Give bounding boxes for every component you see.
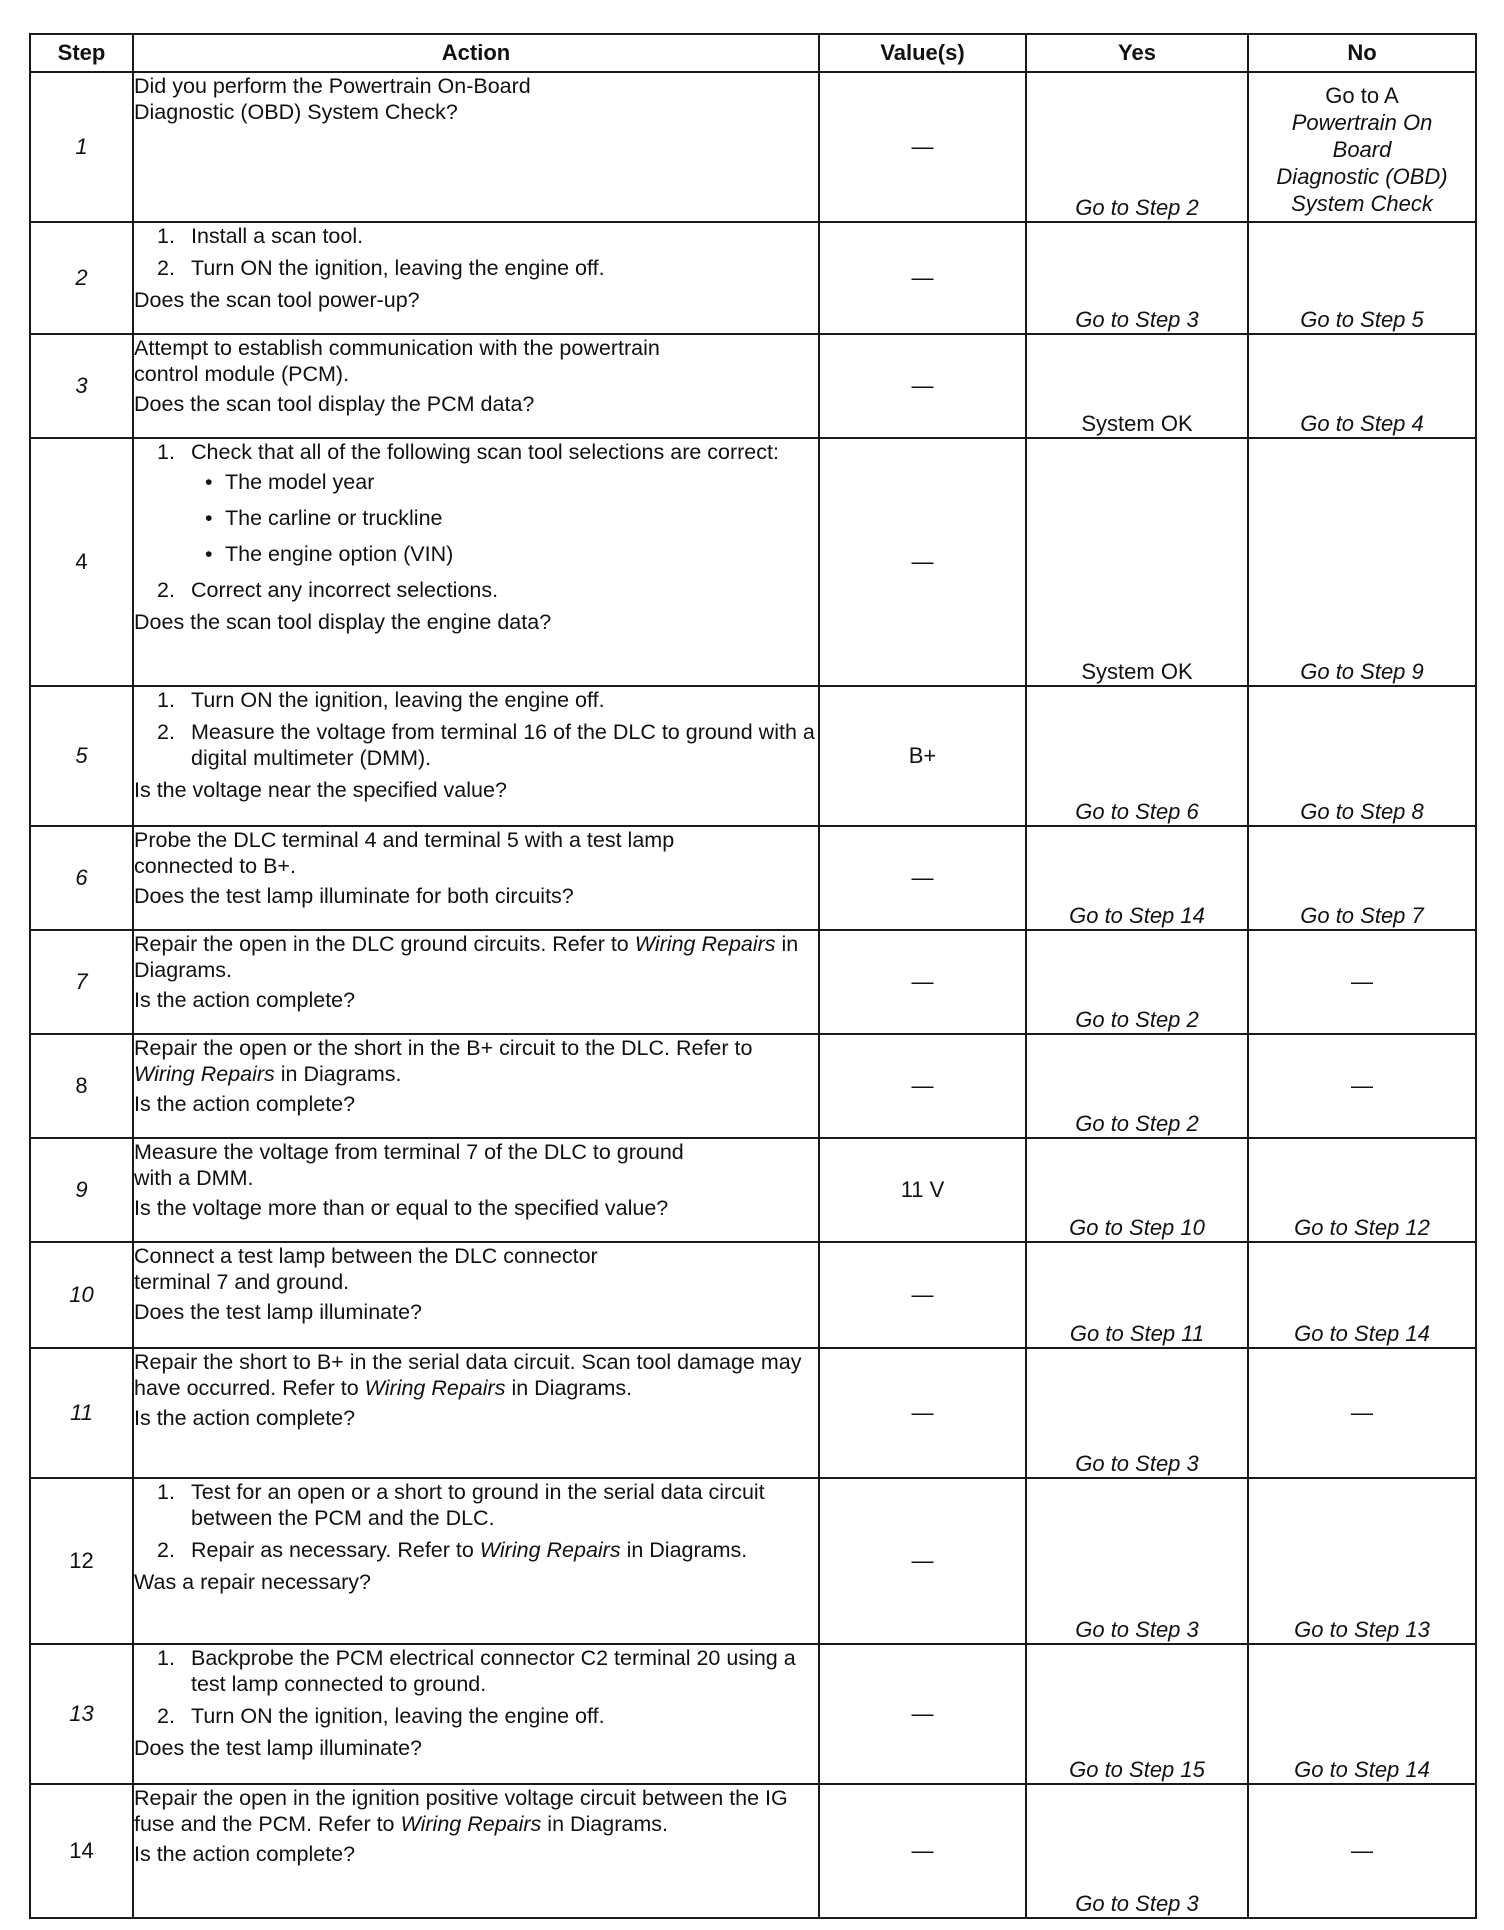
no-cell	[1248, 72, 1476, 222]
step-number: 11	[30, 1348, 133, 1478]
action-text: in Diagrams.	[547, 1812, 668, 1836]
step-number: 4	[30, 438, 133, 686]
action-cell	[133, 1138, 819, 1242]
action-cell	[133, 1478, 819, 1644]
action-cell	[133, 438, 819, 686]
value-cell: B+	[819, 686, 1026, 826]
action-text: in Diagrams.	[134, 932, 799, 982]
reference-link: Wiring Repairs	[400, 1812, 542, 1836]
action-list	[134, 687, 818, 771]
action-text: Repair the open in the ignition positive voltage circuit between the IG fuse and the PCM. Refer to	[134, 1786, 788, 1836]
bullet-item: • The model year	[191, 469, 818, 495]
step-number: 12	[30, 1478, 133, 1644]
action-text: Repair the open in the DLC ground circuits. Refer to	[134, 932, 629, 956]
step-number: 14	[30, 1784, 133, 1918]
bullet-list	[191, 469, 818, 567]
action-line: Measure the voltage from terminal 7 of the DLC to ground	[134, 1140, 684, 1164]
list-item	[134, 1645, 818, 1697]
item-text: Check that all of the following scan tool selections are correct:	[191, 440, 779, 464]
yes-cell: Go to Step 2	[1026, 1034, 1248, 1138]
step-number: 5	[30, 686, 133, 826]
no-cell: —	[1248, 1784, 1476, 1918]
no-line	[1249, 82, 1475, 109]
table-row	[30, 334, 1476, 438]
list-item	[134, 223, 818, 249]
no-cell: Go to Step 7	[1248, 826, 1476, 930]
action-line: Attempt to establish communication with the powertrain	[134, 336, 660, 360]
value-cell: —	[819, 1784, 1026, 1918]
action-line	[134, 1349, 818, 1401]
list-item	[134, 577, 818, 603]
action-question: Does the scan tool display the engine data?	[134, 610, 552, 634]
action-cell	[133, 222, 819, 334]
action-line: terminal 7 and ground.	[134, 1270, 350, 1294]
action-line: Diagnostic (OBD) System Check?	[134, 100, 458, 124]
no-header: No	[1248, 34, 1476, 72]
action-cell	[133, 1348, 819, 1478]
table-row	[30, 1348, 1476, 1478]
action-line: control module (PCM).	[134, 362, 350, 386]
no-line: Diagnostic (OBD)	[1276, 164, 1448, 189]
action-list	[134, 223, 818, 281]
reference-link: Wiring Repairs	[634, 932, 776, 956]
step-number: 13	[30, 1644, 133, 1784]
table-row	[30, 826, 1476, 930]
action-list	[134, 439, 818, 603]
yes-cell: System OK	[1026, 438, 1248, 686]
step-header: Step	[30, 34, 133, 72]
values-header: Value(s)	[819, 34, 1026, 72]
item-text: Repair as necessary. Refer to	[191, 1538, 474, 1562]
yes-cell: Go to Step 14	[1026, 826, 1248, 930]
item-text: Turn ON the ignition, leaving the engine off.	[191, 1704, 605, 1728]
no-cell: —	[1248, 1348, 1476, 1478]
action-question: Does the scan tool display the PCM data?	[134, 392, 535, 416]
list-item	[134, 439, 818, 567]
item-number: 1.	[157, 1646, 175, 1670]
step-number: 10	[30, 1242, 133, 1348]
yes-cell: Go to Step 15	[1026, 1644, 1248, 1784]
action-cell	[133, 1644, 819, 1784]
value-cell: —	[819, 222, 1026, 334]
item-text: Measure the voltage from terminal 16 of the DLC to ground with a digital multimeter (DMM).	[191, 720, 815, 770]
list-item	[134, 255, 818, 281]
value-cell: —	[819, 1644, 1026, 1784]
item-number: 2.	[157, 720, 175, 744]
yes-cell: Go to Step 3	[1026, 1784, 1248, 1918]
no-cell: Go to Step 13	[1248, 1478, 1476, 1644]
value-cell: —	[819, 1034, 1026, 1138]
action-cell	[133, 334, 819, 438]
action-question: Does the test lamp illuminate?	[134, 1300, 423, 1324]
action-text: in Diagrams.	[511, 1376, 633, 1400]
item-text: in Diagrams.	[626, 1538, 748, 1562]
action-question: Is the action complete?	[134, 988, 356, 1012]
table-row	[30, 1034, 1476, 1138]
item-text: Install a scan tool.	[191, 224, 364, 248]
no-cell: —	[1248, 930, 1476, 1034]
step-number: 1	[30, 72, 133, 222]
item-number: 1.	[157, 440, 175, 464]
action-question: Is the voltage more than or equal to the specified value?	[134, 1196, 669, 1220]
action-cell	[133, 72, 819, 222]
action-text: Repair the short to B+ in the serial data circuit. Scan tool damage may have occurred. Refer to	[134, 1350, 802, 1400]
value-cell: 11 V	[819, 1138, 1026, 1242]
table-row	[30, 1644, 1476, 1784]
action-line	[134, 931, 818, 983]
no-cell: Go to Step 5	[1248, 222, 1476, 334]
action-line	[134, 1785, 818, 1837]
action-cell	[133, 1784, 819, 1918]
no-line: Board	[1332, 137, 1392, 162]
table-row	[30, 438, 1476, 686]
action-list	[134, 1479, 818, 1563]
list-item	[134, 1703, 818, 1729]
action-question: Does the scan tool power-up?	[134, 288, 420, 312]
item-number: 2.	[157, 578, 175, 602]
bullet-item: • The engine option (VIN)	[191, 541, 818, 567]
table-row	[30, 1242, 1476, 1348]
value-cell: —	[819, 826, 1026, 930]
yes-cell: Go to Step 6	[1026, 686, 1248, 826]
action-list	[134, 1645, 818, 1729]
action-question: Does the test lamp illuminate for both circuits?	[134, 884, 574, 908]
table-row	[30, 1784, 1476, 1918]
yes-cell: Go to Step 3	[1026, 222, 1248, 334]
action-cell	[133, 930, 819, 1034]
action-cell	[133, 826, 819, 930]
action-line: connected to B+.	[134, 854, 296, 878]
item-text: Turn ON the ignition, leaving the engine off.	[191, 256, 605, 280]
diagnostic-table	[29, 33, 1477, 1919]
action-question: Is the voltage near the specified value?	[134, 778, 507, 802]
yes-cell: Go to Step 3	[1026, 1478, 1248, 1644]
action-cell	[133, 1242, 819, 1348]
no-line: System Check	[1291, 191, 1433, 216]
step-number: 8	[30, 1034, 133, 1138]
table-row	[30, 930, 1476, 1034]
no-cell: —	[1248, 1034, 1476, 1138]
no-cell: Go to Step 8	[1248, 686, 1476, 826]
value-cell: —	[819, 334, 1026, 438]
no-cell: Go to Step 14	[1248, 1644, 1476, 1784]
table-row	[30, 686, 1476, 826]
no-cell: Go to Step 4	[1248, 334, 1476, 438]
action-line: Probe the DLC terminal 4 and terminal 5 with a test lamp	[134, 828, 675, 852]
action-cell	[133, 686, 819, 826]
yes-cell: Go to Step 2	[1026, 72, 1248, 222]
action-line: Connect a test lamp between the DLC connector	[134, 1244, 598, 1268]
table-row	[30, 1478, 1476, 1644]
yes-cell: Go to Step 3	[1026, 1348, 1248, 1478]
list-item	[134, 687, 818, 713]
reference-link: Wiring Repairs	[479, 1538, 621, 1562]
list-item	[134, 1537, 818, 1563]
item-number: 1.	[157, 688, 175, 712]
header-row	[30, 34, 1476, 72]
action-line	[134, 1035, 818, 1087]
step-number: 2	[30, 222, 133, 334]
reference-link: Wiring Repairs	[134, 1062, 275, 1086]
value-cell: —	[819, 1242, 1026, 1348]
value-cell: —	[819, 438, 1026, 686]
item-number: 2.	[157, 1538, 175, 1562]
step-number: 9	[30, 1138, 133, 1242]
action-line: with a DMM.	[134, 1166, 254, 1190]
yes-cell: Go to Step 10	[1026, 1138, 1248, 1242]
no-line: Powertrain On	[1291, 110, 1433, 135]
item-number: 2.	[157, 256, 175, 280]
action-line: Did you perform the Powertrain On-Board	[134, 74, 531, 98]
list-item	[134, 719, 818, 771]
action-text: in Diagrams.	[280, 1062, 402, 1086]
table-row	[30, 1138, 1476, 1242]
action-question: Is the action complete?	[134, 1092, 356, 1116]
yes-cell: System OK	[1026, 334, 1248, 438]
item-number: 1.	[157, 1480, 175, 1504]
value-cell: —	[819, 72, 1026, 222]
no-cell: Go to Step 9	[1248, 438, 1476, 686]
value-cell: —	[819, 930, 1026, 1034]
yes-cell: Go to Step 2	[1026, 930, 1248, 1034]
item-number: 2.	[157, 1704, 175, 1728]
no-go-to: Go to A	[1325, 83, 1399, 108]
action-header: Action	[133, 34, 819, 72]
no-cell: Go to Step 12	[1248, 1138, 1476, 1242]
no-cell: Go to Step 14	[1248, 1242, 1476, 1348]
yes-cell: Go to Step 11	[1026, 1242, 1248, 1348]
action-cell	[133, 1034, 819, 1138]
step-number: 7	[30, 930, 133, 1034]
value-cell: —	[819, 1348, 1026, 1478]
bullet-item: • The carline or truckline	[191, 505, 818, 531]
action-question: Is the action complete?	[134, 1406, 356, 1430]
item-text: Test for an open or a short to ground in the serial data circuit between the PCM and the DLC.	[191, 1480, 765, 1530]
reference-link: Wiring Repairs	[364, 1376, 506, 1400]
item-text: Correct any incorrect selections.	[191, 578, 499, 602]
step-number: 3	[30, 334, 133, 438]
item-number: 1.	[157, 224, 175, 248]
value-cell: —	[819, 1478, 1026, 1644]
action-question: Does the test lamp illuminate?	[134, 1736, 423, 1760]
item-text: Backprobe the PCM electrical connector C2 terminal 20 using a test lamp connected to ground.	[191, 1646, 796, 1696]
list-item	[134, 1479, 818, 1531]
yes-header: Yes	[1026, 34, 1248, 72]
action-question: Is the action complete?	[134, 1842, 356, 1866]
item-text: Turn ON the ignition, leaving the engine off.	[191, 688, 605, 712]
action-question: Was a repair necessary?	[134, 1570, 371, 1594]
step-number: 6	[30, 826, 133, 930]
table-row	[30, 72, 1476, 222]
action-text: Repair the open or the short in the B+ circuit to the DLC. Refer to	[134, 1036, 753, 1060]
table-row	[30, 222, 1476, 334]
